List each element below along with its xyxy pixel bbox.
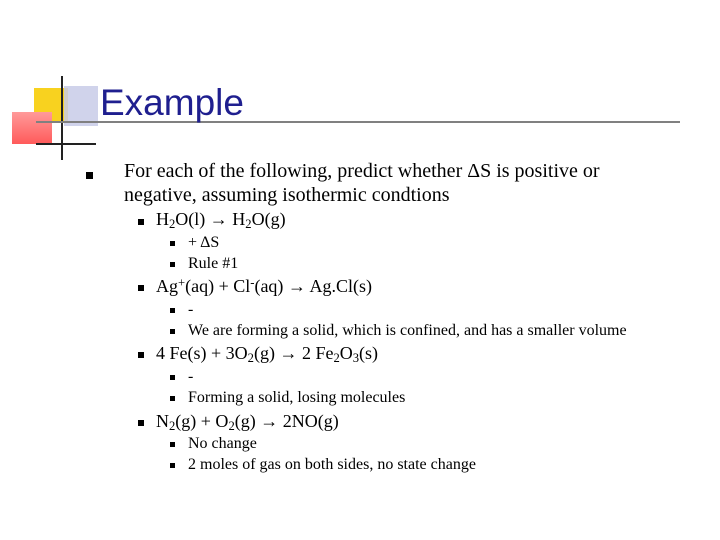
- bullet-icon: [170, 375, 175, 380]
- arrow-icon: →: [260, 411, 279, 431]
- logo-horizontal-line: [36, 143, 96, 145]
- reason-1: Rule #1: [188, 255, 239, 272]
- equation-4: $N_2(g) + O_2(g) \to 2NO(g)$: [156, 411, 339, 434]
- bullet-icon: [170, 262, 175, 267]
- arrow-icon: →: [287, 276, 306, 296]
- intro-line-2: negative, assuming isothermic condtions: [124, 184, 450, 206]
- bullet-icon: [170, 329, 175, 334]
- bullet-icon: [86, 172, 93, 179]
- answer-4: No change: [188, 435, 257, 452]
- answer-1: + ΔS: [188, 234, 220, 251]
- reason-4: 2 moles of gas on both sides, no state change: [188, 456, 476, 473]
- bullet-icon: [138, 420, 144, 426]
- slide-title: Example: [100, 82, 244, 123]
- arrow-icon: →: [209, 209, 228, 229]
- intro-line-1: For each of the following, predict whether ΔS is positive or: [124, 160, 600, 182]
- reason-2: We are forming a solid, which is confined, and has a smaller volume: [188, 322, 627, 339]
- reason-3: Forming a solid, losing molecules: [188, 389, 406, 406]
- answer-3: -: [188, 368, 194, 385]
- bullet-icon: [170, 463, 175, 468]
- answer-2: -: [188, 301, 194, 318]
- arrow-icon: →: [279, 343, 298, 363]
- logo-vertical-line: [61, 76, 63, 160]
- logo-blue-square: [64, 86, 98, 126]
- bullet-icon: [170, 442, 175, 447]
- logo-red-square: [12, 112, 52, 144]
- equation-1: $H_2O(l) \to H_2O(g)$: [156, 209, 286, 232]
- bullet-icon: [170, 396, 175, 401]
- bullet-icon: [170, 241, 175, 246]
- equation-3: 4 $Fe(s) + 3O_2(g) \to 2$ $Fe_2O_3(s)$: [156, 343, 379, 366]
- bullet-icon: [138, 219, 144, 225]
- bullet-icon: [170, 308, 175, 313]
- bullet-icon: [138, 285, 144, 291]
- bullet-icon: [138, 352, 144, 358]
- equation-2: Ag+(aq) + Cl-(aq) → Ag.Cl(s): [156, 275, 372, 296]
